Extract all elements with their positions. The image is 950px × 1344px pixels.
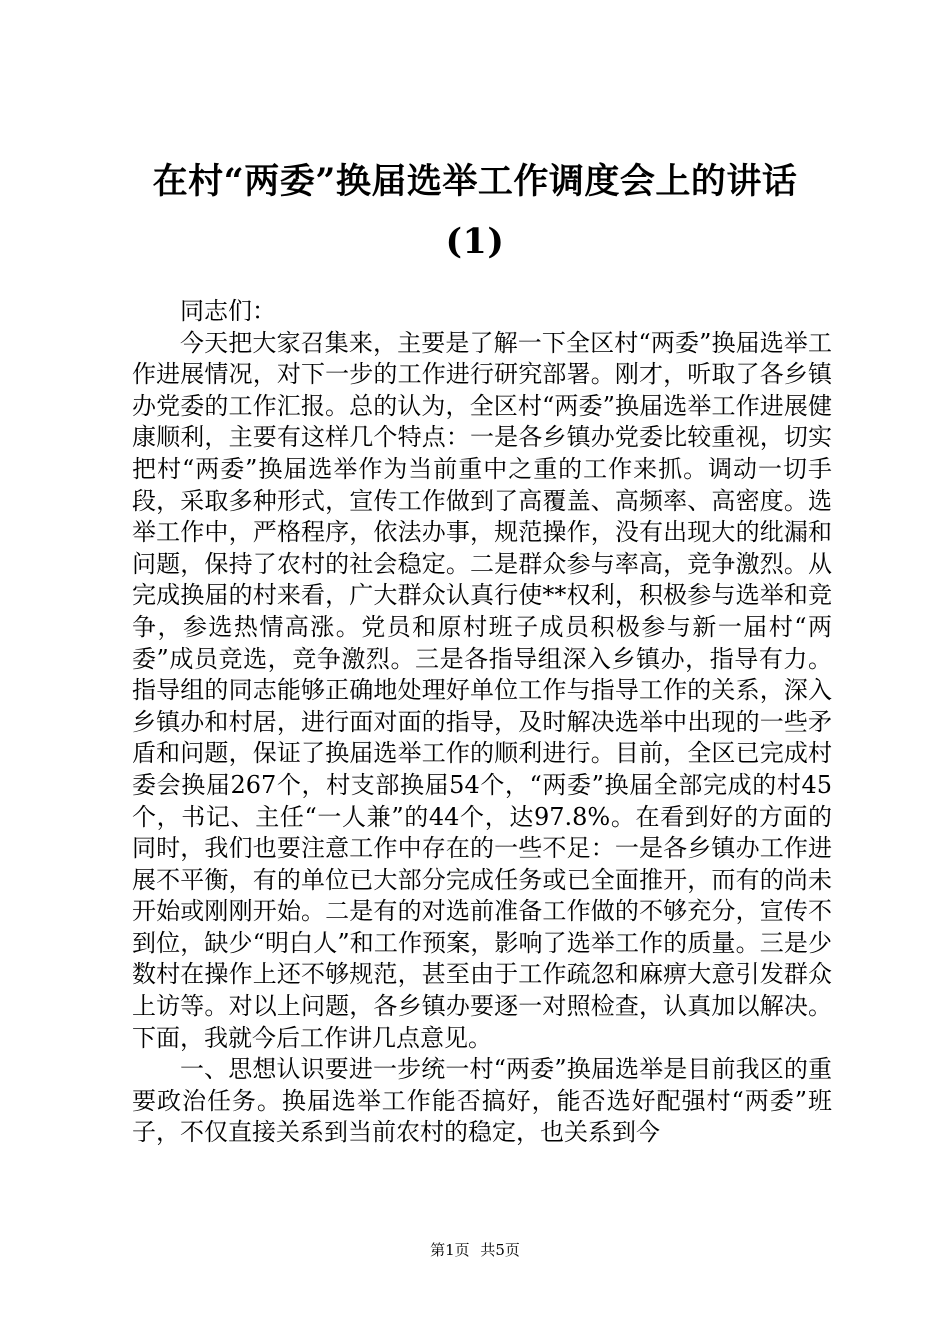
page-number: 第1页 (430, 1241, 470, 1259)
page-total: 共5页 (480, 1241, 520, 1259)
page-footer (0, 1240, 950, 1260)
salutation: 同志们： (180, 297, 276, 325)
document-title-line-1: 在村“两委”换届选举工作调度会上的讲话 (152, 161, 798, 202)
body-paragraph: 今天把大家召集来，主要是了解一下全区村“两委”换届选举工作进展情况，对下一步的工作进行研究部署。刚才，听取了各乡镇办党委的工作汇报。总的认为，全区村“两委”换届选举工作进展健康顺利，主要有这样几个特点：一是各乡镇办党委比较重视，切实把村“两委”换届选举作为当前重中之重的工作来抓。调动一切手段，采取多种形式，宣传工作做到了高覆盖、高频率、高密度。选举工作中，严格程序，依法办事，规范操作，没有出现大的纰漏和问题，保持了农村的社会稳定。二是群众参与率高，竞争激烈。从完成换届的村来看，广大群众认真行使**权利，积极参与选举和竞争，参选热情高涨。党员和原村班子成员积极参与新一届村“两委”成员竞选，竞争激烈。三是各指导组深入乡镇办，指导有力。指导组的同志能够正确地处理好单位工作与指导工作的关系，深入乡镇办和村居，进行面对面的指导，及时解决选举中出现的一些矛盾和问题，保证了换届选举工作的顺利进行。目前，全区已完成村委会换届267个，村支部换届54个，“两委”换届全部完成的村45个，书记、主任“一人兼”的44个，达97.8%。在看到好的方面的同时，我们也要注意工作中存在的一些不足：一是各乡镇办工作进展不平衡，有的单位已大部分完成任务或已全面推开，而有的尚未开始或刚刚开始。二是有的对选前准备工作做的不够充分，宣传不到位，缺少“明白人”和工作预案，影响了选举工作的质量。三是少数村在操作上还不够规范，甚至由于工作疏忽和麻痹大意引发群众上访等。对以上问题，各乡镇办要逐一对照检查，认真加以解决。下面，我就今后工作讲几点意见。 (132, 328, 832, 1052)
document-title-line-2: (1) (445, 221, 505, 262)
document-body (132, 296, 832, 1149)
body-paragraph: 一、思想认识要进一步统一村“两委”换届选举是目前我区的重要政治任务。换届选举工作能否搞好，能否选好配强村“两委”班子，不仅直接关系到当前农村的稳定，也关系到今 (132, 1055, 832, 1147)
